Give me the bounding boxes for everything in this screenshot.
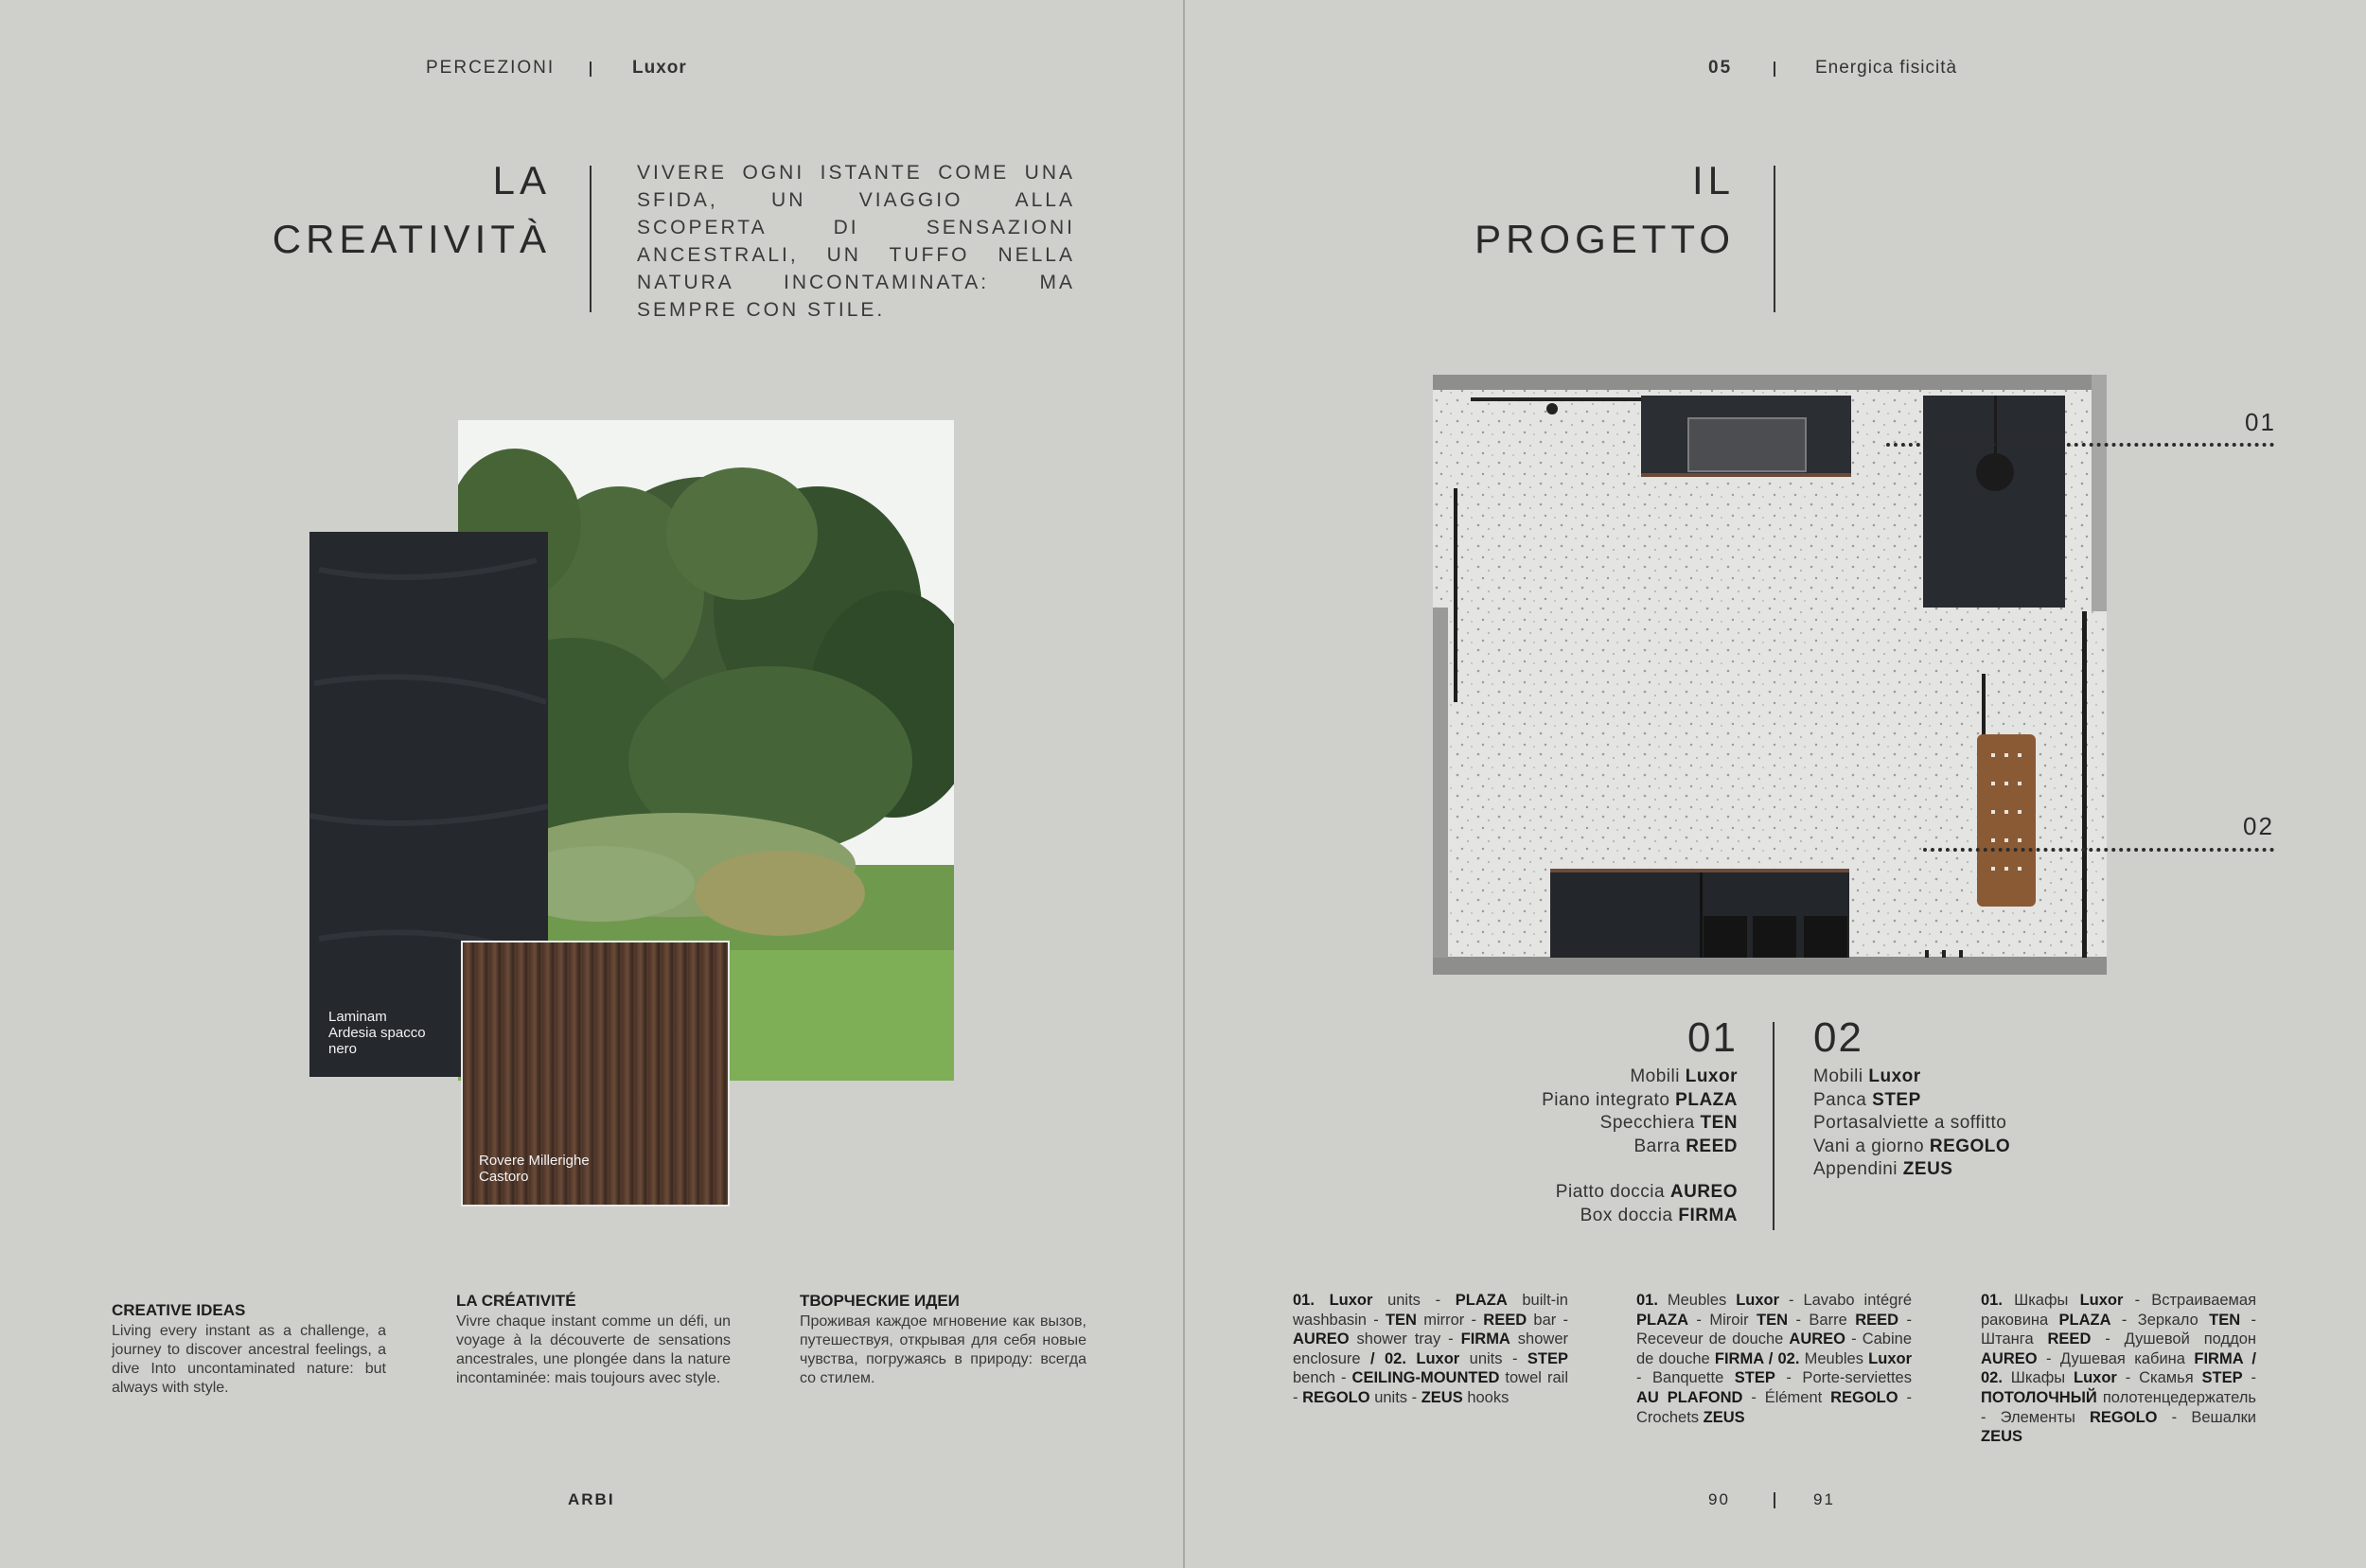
page-number-header: 05	[1708, 58, 1733, 78]
spec-divider	[1773, 1022, 1774, 1230]
folio-divider	[1774, 1492, 1775, 1508]
title-line-2: CREATIVITÀ	[272, 217, 551, 261]
spec-number-02: 02	[1813, 1014, 1863, 1061]
page-title	[218, 151, 551, 269]
slate-swatch-caption: Laminam Ardesia spacco nero	[328, 1009, 426, 1057]
title-divider	[590, 166, 592, 312]
folio-right: 91	[1813, 1490, 1835, 1508]
header-divider	[590, 62, 592, 77]
intro-paragraph: VIVERE OGNI ISTANTE COME UNA SFIDA, UN VIAGGIO ALLA SCOPERTA DI SENSAZIONI ANCESTRALI, UN TUFFO NELLA NATURA INCONTAMINATA: MA SEMPRE CON STILE.	[637, 162, 1075, 321]
title-line-1: IL	[1691, 158, 1735, 203]
notes-fr: 01. Meubles Luxor - Lavabo intégré PLAZA - Miroir TEN - Barre REED - Receveur de douche AUREO - Cabine de douche FIRMA / 02. Meubles Luxor - Banquette STEP - Porte-serviettes AU PLAFOND - Élément REGOLO - Crochets ZEUS	[1636, 1292, 1913, 1426]
oak-swatch-caption: Rovere Millerighe Castoro	[479, 1153, 590, 1185]
callout-line-02	[1923, 848, 2274, 852]
floor-plan	[1433, 375, 2107, 975]
callout-label-01: 01	[2245, 408, 2276, 436]
page-title	[1420, 151, 1735, 269]
spec-column-02: 02 Mobili Luxor Panca STEP Portasalviette a soffitto Vani a giorno REGOLO Appendini ZEUS	[1813, 1014, 2116, 1182]
notes-ru: 01. Шкафы Luxor - Встраиваемая раковина PLAZA - Зеркало TEN - Штанга REED - Душевой поддон AUREO - Душевая кабина FIRMA / 02. Шкафы Luxor - Скамья STEP - ПОТОЛОЧНЫЙ полотенцедержатель - Элементы REGOLO - Вешалки ZEUS	[1981, 1292, 2257, 1446]
folio-left: 90	[1708, 1490, 1730, 1508]
floor-plan-drawing	[1433, 375, 2107, 975]
spec-column-01: 01 Mobili Luxor Piano integrato PLAZA Specchiera TEN Barra REED Piatto doccia AUREO Box doccia FIRMA	[1439, 1014, 1738, 1227]
translation-fr: LA CRÉATIVITÉ Vivre chaque instant comme un défi, un voyage à la découverte de sensations ancestrales, une plongée dans la nature incontaminée: mais toujours avec style.	[456, 1292, 731, 1386]
oak-swatch	[461, 941, 730, 1207]
footer-brand: ARBI	[568, 1490, 615, 1508]
translation-en: CREATIVE IDEAS Living every instant as a challenge, a journey to discover ancestral feelings, a dive Into uncontaminated nature: but always with style.	[112, 1301, 386, 1396]
callout-label-02: 02	[2243, 812, 2274, 840]
title-line-1: LA	[492, 158, 551, 203]
running-header-collection: Luxor	[632, 58, 687, 78]
header-divider	[1774, 62, 1775, 77]
running-header-section: PERCEZIONI	[426, 58, 556, 78]
page-spine	[1183, 0, 1185, 1568]
title-divider	[1774, 166, 1775, 312]
title-line-2: PROGETTO	[1474, 217, 1735, 261]
running-header-subtitle: Energica fisicità	[1815, 58, 1958, 78]
notes-en: 01. Luxor units - PLAZA built-in washbasin - TEN mirror - REED bar - AUREO shower tray - FIRMA shower enclosure / 02. Luxor units - STEP bench - CEILING-MOUNTED towel rail - REGOLO units - ZEUS hooks	[1293, 1292, 1569, 1406]
translation-ru: ТВОРЧЕСКИЕ ИДЕИ Проживая каждое мгновение как вызов, путешествуя, открывая для себя новые чувства, погружаясь в природу: всегда со стилем.	[800, 1292, 1086, 1386]
callout-line-01	[1886, 443, 2274, 447]
spec-number-01: 01	[1687, 1014, 1738, 1061]
